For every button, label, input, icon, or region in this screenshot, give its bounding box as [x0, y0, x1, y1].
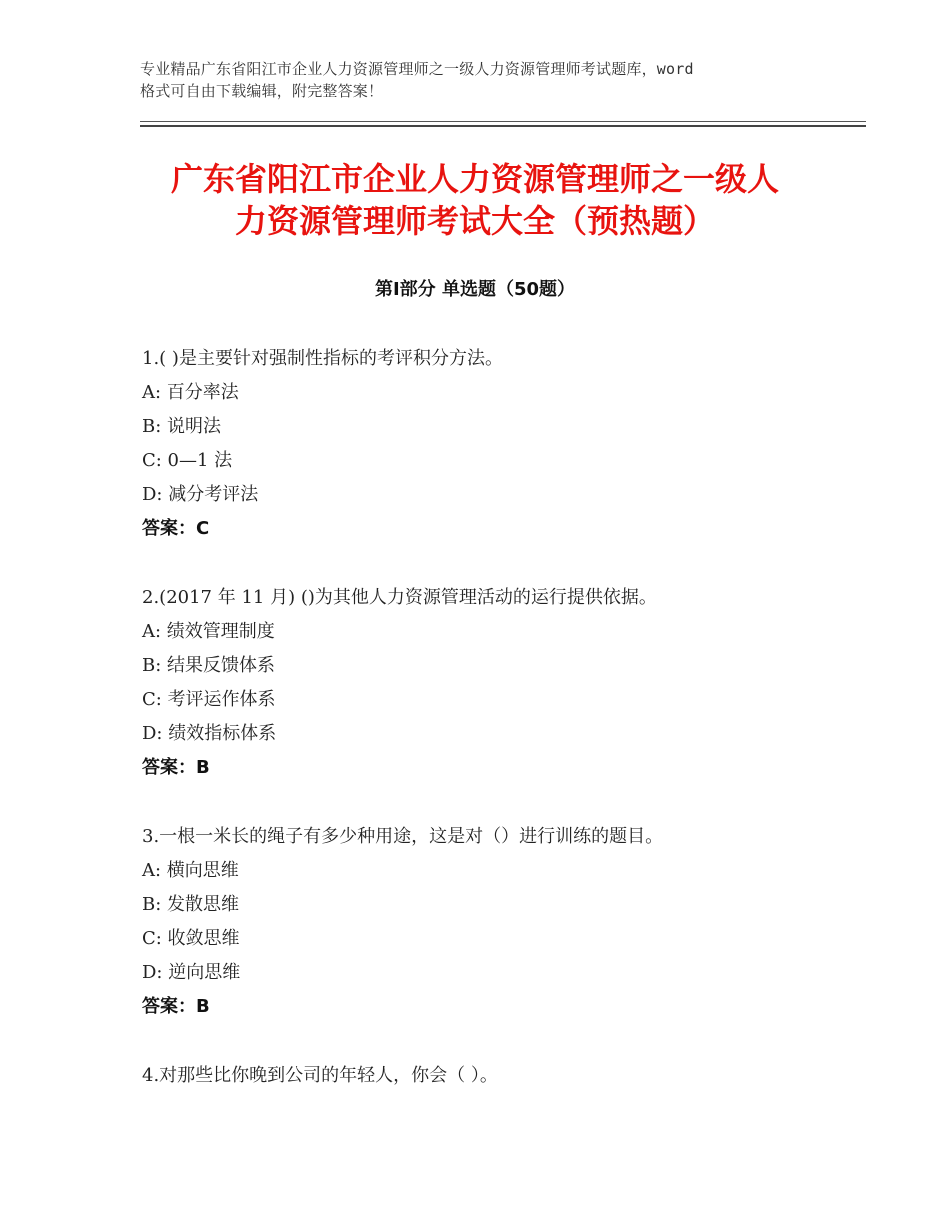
question-stem: 4.对那些比你晚到公司的年轻人，你会（ ）。 — [142, 1065, 498, 1086]
header-line-2: 格式可自由下载编辑，附完整答案！ — [140, 82, 384, 100]
answer: 答案：C — [142, 518, 210, 539]
option-d: D: 逆向思维 — [142, 962, 241, 983]
question-list — [142, 342, 842, 1128]
option-a: A: 绩效管理制度 — [142, 621, 275, 642]
document-title — [120, 158, 830, 242]
option-d: D: 绩效指标体系 — [142, 723, 277, 744]
title-line-2: 力资源管理师考试大全（预热题） — [234, 202, 715, 240]
question-1 — [142, 342, 842, 546]
answer: 答案：B — [142, 996, 210, 1017]
title-line-1: 广东省阳江市企业人力资源管理师之一级人 — [170, 160, 779, 198]
question-stem: 2.(2017 年 11 月) ()为其他人力资源管理活动的运行提供依据。 — [142, 587, 657, 608]
option-b: B: 说明法 — [142, 416, 222, 437]
question-4 — [142, 1059, 842, 1093]
header-line-1: 专业精品广东省阳江市企业人力资源管理师之一级人力资源管理师考试题库，word — [140, 60, 694, 78]
answer: 答案：B — [142, 757, 210, 778]
option-b: B: 发散思维 — [142, 894, 240, 915]
question-2 — [142, 581, 842, 785]
section-title: 第Ⅰ部分 单选题（50题） — [374, 279, 575, 300]
option-a: A: 百分率法 — [142, 382, 239, 403]
option-d: D: 减分考评法 — [142, 484, 259, 505]
option-c: C: 收敛思维 — [142, 928, 240, 949]
question-3 — [142, 820, 842, 1024]
question-stem: 3.一根一米长的绳子有多少种用途，这是对（）进行训练的题目。 — [142, 826, 664, 847]
header-divider-thin — [140, 121, 866, 122]
option-c: C: 考评运作体系 — [142, 689, 276, 710]
option-c: C: 0—1 法 — [142, 450, 233, 471]
option-a: A: 横向思维 — [142, 860, 239, 881]
header-divider-thick — [140, 125, 866, 127]
question-stem: 1.( )是主要针对强制性指标的考评积分方法。 — [142, 348, 503, 369]
document-header — [140, 58, 830, 102]
option-b: B: 结果反馈体系 — [142, 655, 276, 676]
